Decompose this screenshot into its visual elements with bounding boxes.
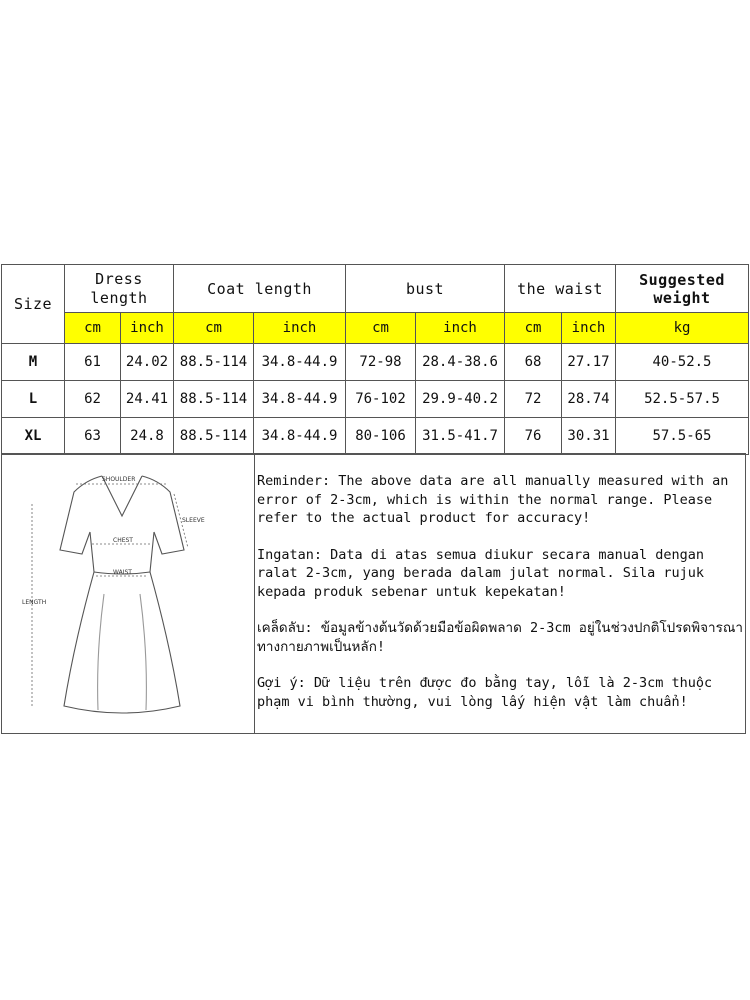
waist-header: the waist <box>505 265 616 313</box>
value-cell: 34.8-44.9 <box>254 418 346 455</box>
unit-cell: cm <box>346 313 416 344</box>
unit-cell: cm <box>174 313 254 344</box>
value-cell: 24.8 <box>121 418 174 455</box>
value-cell: 57.5-65 <box>616 418 749 455</box>
value-cell: 80-106 <box>346 418 416 455</box>
coat-length-header: Coat length <box>174 265 346 313</box>
value-cell: 76-102 <box>346 381 416 418</box>
table-row <box>2 381 749 418</box>
unit-cell: inch <box>416 313 505 344</box>
unit-cell: cm <box>505 313 562 344</box>
value-cell: 88.5-114 <box>174 344 254 381</box>
dress-illustration <box>2 454 254 733</box>
size-header: Size <box>2 265 65 344</box>
unit-cell: inch <box>562 313 616 344</box>
measurement-lines <box>32 484 188 706</box>
value-cell: 68 <box>505 344 562 381</box>
value-cell: 62 <box>65 381 121 418</box>
value-cell: 72-98 <box>346 344 416 381</box>
value-cell: 40-52.5 <box>616 344 749 381</box>
dress-outline <box>60 476 184 713</box>
dress-body <box>64 532 180 713</box>
suggested-weight-header: Suggested weight <box>616 265 749 313</box>
size-cell: M <box>2 344 65 381</box>
measurement-notes <box>257 472 743 729</box>
value-cell: 31.5-41.7 <box>416 418 505 455</box>
table-row <box>2 344 749 381</box>
note-vietnamese: Gợi ý: Dữ liệu trên được đo bằng tay, lỗi là 2-3cm thuộc phạm vi bình thường, vui lòng lấy hiện vật làm chuẩn! <box>257 675 713 710</box>
dress-length-header: Dress length <box>65 265 174 313</box>
value-cell: 30.31 <box>562 418 616 455</box>
note-english: Reminder: The above data are all manually measured with an error of 2-3cm, which is within the normal range. Please refer to the actual product for accuracy! <box>257 473 729 526</box>
value-cell: 72 <box>505 381 562 418</box>
unit-cell: inch <box>121 313 174 344</box>
size-cell: XL <box>2 418 65 455</box>
unit-row <box>2 313 749 344</box>
value-cell: 34.8-44.9 <box>254 381 346 418</box>
value-cell: 28.4-38.6 <box>416 344 505 381</box>
value-cell: 88.5-114 <box>174 381 254 418</box>
sleeve-label: SLEEVE <box>182 517 205 524</box>
unit-cell: kg <box>616 313 749 344</box>
table-row <box>2 418 749 455</box>
value-cell: 34.8-44.9 <box>254 344 346 381</box>
dress-measurement-diagram <box>2 454 255 733</box>
value-cell: 63 <box>65 418 121 455</box>
note-malay: Ingatan: Data di atas semua diukur secara manual dengan ralat 2-3cm, yang berada dalam julat normal. Sila rujuk kepada produk sebenar untuk kepekatan! <box>257 546 705 600</box>
value-cell: 29.9-40.2 <box>416 381 505 418</box>
value-cell: 24.41 <box>121 381 174 418</box>
bust-header: bust <box>346 265 505 313</box>
value-cell: 88.5-114 <box>174 418 254 455</box>
unit-cell: inch <box>254 313 346 344</box>
info-panel <box>1 453 746 734</box>
value-cell: 61 <box>65 344 121 381</box>
value-cell: 27.17 <box>562 344 616 381</box>
value-cell: 28.74 <box>562 381 616 418</box>
dress-folds <box>98 594 147 710</box>
size-cell: L <box>2 381 65 418</box>
length-label: LENGTH <box>22 599 47 606</box>
right-sleeve <box>142 476 184 554</box>
value-cell: 24.02 <box>121 344 174 381</box>
waist-label: WAIST <box>113 569 132 576</box>
header-row <box>2 265 749 313</box>
value-cell: 76 <box>505 418 562 455</box>
chest-label: CHEST <box>113 537 133 544</box>
shoulder-label: SHOULDER <box>102 476 136 483</box>
value-cell: 52.5-57.5 <box>616 381 749 418</box>
unit-cell: cm <box>65 313 121 344</box>
note-thai: เคล็ดลับ: ข้อมูลข้างต้นวัดด้วยมือข้อผิดพลาด 2-3cm อยู่ในช่วงปกติโปรดพิจารณาทางกายภาพเป็นหลัก! <box>257 620 743 655</box>
size-chart-table <box>1 264 749 455</box>
left-sleeve <box>60 476 102 554</box>
